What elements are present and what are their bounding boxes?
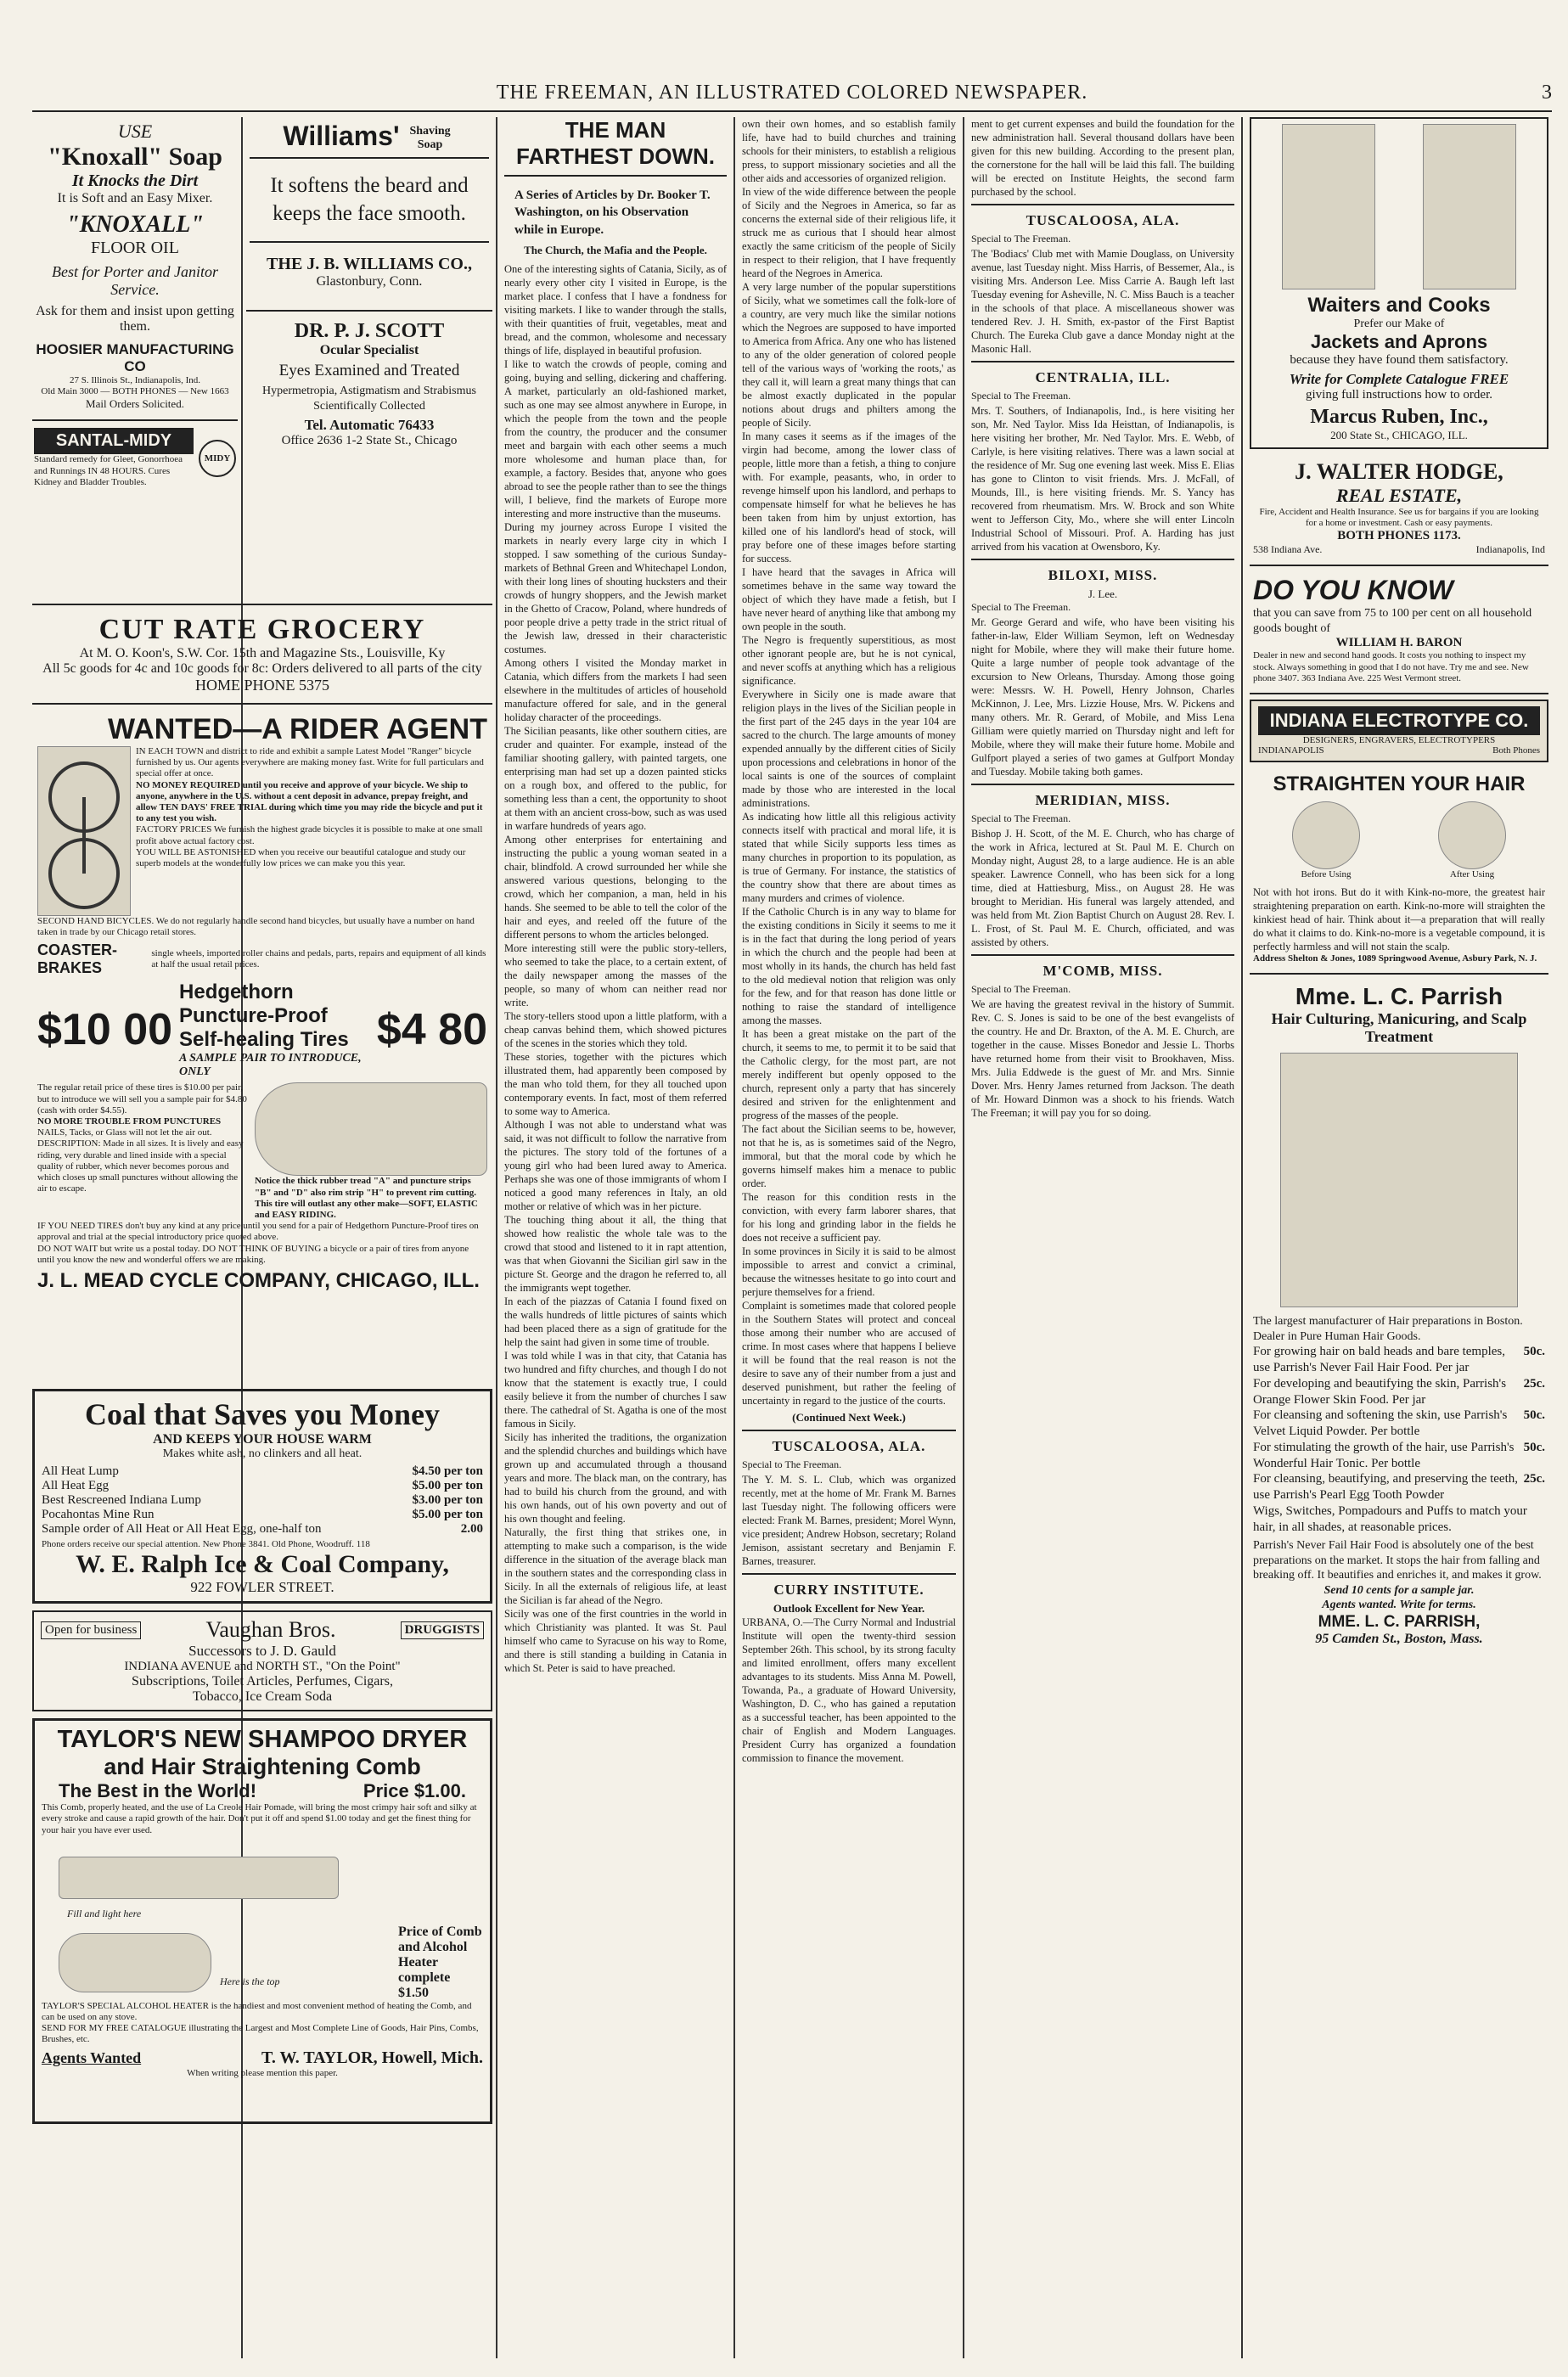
scott-eyes: Eyes Examined and Treated [278, 362, 460, 379]
dispatch-heading: TUSCALOOSA, ALA. [772, 1438, 926, 1454]
straighten-ad [1250, 769, 1548, 968]
taylor-heater: TAYLOR'S SPECIAL ALCOHOL HEATER is the handiest and most convenient method of heating the Comb, and can be used on any stove. [42, 2000, 472, 2022]
taylor-agents: Agents Wanted [42, 2048, 142, 2066]
coal-row-price: $5.00 per ton [412, 1479, 483, 1492]
parrish-product-name: For growing hair on bald heads and bare temples, use Parrish's Never Fail Hair Food. Per jar [1253, 1345, 1506, 1375]
divider [971, 559, 1234, 560]
article-section: The Church, the Mafia and the People. [524, 243, 707, 256]
article-headline: THE MAN FARTHEST DOWN. [516, 117, 715, 169]
article-paragraph: Although I was not able to understand what was said, it was not difficult to follow the narrative from the pictures. The story told of the fortunes of a young girl who had been lured away to America. Perhaps she was one of those immigrants of whom I noticed a good many references in Italy, an old mother or relative of which was in her picture. [504, 1118, 727, 1212]
article-column-4 [739, 117, 959, 2358]
dispatch-byline: J. Lee. [1087, 587, 1118, 600]
coal-row [42, 1479, 483, 1493]
article-paragraph: These stories, together with the pictures which illustrated them, had apparently been composed by the man who told them, for they all touched upon contemporary events. In fact, most of them referred to some way to America. [504, 1050, 727, 1117]
rider-do-not-wait: DO NOT WAIT but write us a postal today. DO NOT THINK OF BUYING a bicycle or a pair of tires from anyone until you know the new and wonderful offers we are making. [37, 1243, 469, 1265]
waiters-write: Write for Complete Catalogue FREE [1289, 371, 1509, 387]
dispatch-heading: TUSCALOOSA, ALA. [1026, 212, 1180, 228]
article-paragraph: Sicily was one of the first countries in the world in which Christianity was planted. It was St. Paul himself who came to Syracuse on his way to Rome, and there is still standing a building in Catania in which St. Peter is said to have preached. [504, 1607, 727, 1674]
coal-address: 922 FOWLER STREET. [190, 1579, 334, 1596]
hodge-ad [1250, 456, 1548, 559]
scott-name: DR. P. J. SCOTT [294, 320, 445, 342]
vaughan-name: Vaughan Bros. [205, 1617, 336, 1643]
dispatch-text: The Y. M. S. L. Club, which was organized recently, met at the home of Mr. Frank M. Barnes last Tuesday night. The following officers were elected: Frank M. Barnes, president; Morel Wynn, vice president; Andrew Hobson, secretary; Roland Jemison, assistant secretary and Benjamin F. Barnes, treasurer. [742, 1474, 957, 1567]
scott-office: Office 2636 1-2 State St., Chicago [281, 434, 458, 447]
parrish-ad [1250, 980, 1548, 1650]
knoxall-floor-oil: FLOOR OIL [91, 239, 179, 257]
knoxall-floor: "KNOXALL" [66, 211, 204, 238]
hodge-city: Indianapolis, Ind [1475, 543, 1545, 556]
cook-figure [1282, 124, 1375, 289]
williams-softens: It softens the beard and keeps the face smooth. [270, 174, 469, 225]
dispatch-heading: CURRY INSTITUTE. [773, 1582, 925, 1598]
article-paragraph: The Negro is frequently superstitious, as most other ignorant people are, but he is not cynical, and never scoffs at anything which has a religious significance. [742, 634, 956, 687]
divider [1250, 693, 1548, 694]
rider-price-sample: $4 80 [376, 1005, 487, 1055]
dispatch-text: We are having the greatest revival in the history of Summit. Rev. C. S. Jones is said to be one of the best evangelists of the country. He and Dr. Braxton, of the A. M. E. Church, are together in the cause. Misses Bonedor and Jessie L. Thorbs have returned home from their visit to Brookhaven, Miss. Mrs. Julia Eddwede is the guest of Mr. and Mrs. Sinnie Dover. Mrs. Henry James returned from Jackson. The death of Mr. Howard Dinmon was a shock to his friends. Watch The Freeman; it will pay you for so doing. [971, 998, 1234, 1119]
baron-ad [1250, 571, 1548, 688]
tire-image [255, 1082, 487, 1176]
article-paragraph: In each of the piazzas of Catania I found fixed on the walls hundreds of little pictures of saints which had been placed there as a sign of gratitude for the help the saint had given in some time of trouble. [504, 1295, 727, 1348]
divider [246, 310, 492, 312]
hodge-title: REAL ESTATE, [1335, 485, 1463, 506]
article-paragraph: The reason for this condition rests in the conviction, with every farm laborer shares, that for his long and grinding labor in the fields he does not receive a sufficient pay. [742, 1191, 956, 1244]
rider-description: DESCRIPTION: Made in all sizes. It is lively and easy riding, very durable and lined inside with a special quality of rubber, which never becomes porous and which closes up small punctures without allowing the air to escape. [37, 1138, 244, 1194]
coal-makes: Makes white ash, no clinkers and all heat. [162, 1447, 362, 1460]
parrish-product-price: 50c. [1523, 1408, 1545, 1423]
scott-tel: Tel. Automatic 76433 [304, 417, 435, 433]
waiters-company: Marcus Ruben, Inc., [1310, 406, 1488, 428]
rider-factory: FACTORY PRICES We furnish the highest grade bicycles it is possible to make at one small profit above actual factory cost. [136, 824, 483, 846]
dispatch-heading: BILOXI, MISS. [1048, 567, 1158, 583]
taylor-mention: When writing please mention this paper. [187, 2067, 338, 2078]
parrish-product-price: 25c. [1523, 1376, 1545, 1391]
coal-subtitle: AND KEEPS YOUR HOUSE WARM [153, 1432, 372, 1447]
divider [250, 241, 489, 243]
williams-company: THE J. B. WILLIAMS CO., [267, 255, 472, 273]
hodge-name: J. WALTER HODGE, [1295, 459, 1503, 484]
rider-coaster-text: single wheels, imported roller chains and pedals, parts, repairs and equipment of all kinds at half the usual retail prices. [151, 948, 486, 970]
before-after [1253, 801, 1545, 880]
rider-hedgethorn: Hedgethorn Puncture-Proof [179, 981, 328, 1028]
parrish-product-price: 25c. [1523, 1472, 1545, 1486]
coal-row-label: All Heat Egg [42, 1479, 110, 1492]
coal-row [42, 1508, 483, 1522]
column-rule [496, 117, 497, 2358]
coal-row-label: Sample order of All Heat or All Heat Egg, one-half ton [42, 1522, 322, 1536]
divider [742, 1573, 956, 1575]
hodge-address: 538 Indiana Ave. [1253, 543, 1323, 556]
waiters-giving: giving full instructions how to order. [1306, 388, 1492, 402]
knoxall-soft: It is Soft and an Easy Mixer. [57, 191, 213, 205]
dispatch-text: Mr. George Gerard and wife, who have been visiting his father-in-law, Elder William Seymon, left on Wednesday night for Mobile, where they will make their future home. Quite a large number of people took advantage of the excursion to New Orleans, Thursday. Among those going were: Messrs. W. H. Powell, Henry Johnson, Charles McKinnon, J. Lee, Mrs. Lizzie House, Mrs. W. Pickens and many others. Mr. R. Gerard, of Mobile, and Miss Lena Gilliam were quietly married on Thursday night and left for Mobile, where they will make their future home. Mobile and Gulfport played a series of two games at Gulfport Monday and Tuesday. Mobile taking both games. [971, 616, 1234, 778]
waiters-title: Waiters and Cooks [1307, 294, 1491, 317]
rider-price-main: $10 00 [37, 1005, 173, 1055]
divider [1250, 973, 1548, 975]
vaughan-open: Open for business [41, 1621, 141, 1639]
column-rule [963, 117, 964, 2358]
dispatch-special: Special to The Freeman. [971, 812, 1071, 824]
article-subhead: A Series of Articles by Dr. Booker T. Washington, on his Observation while in Europe. [514, 188, 711, 237]
rider-title: WANTED—A RIDER AGENT [107, 713, 487, 745]
divider [971, 361, 1234, 362]
parrish-product [1253, 1376, 1545, 1408]
rider-text1: IN EACH TOWN and district to ride and exhibit a sample Latest Model "Ranger" bicycle furnished by us. Our agents everywhere are making money fast. Write for full particulars and special offer at once. [136, 746, 484, 779]
knoxall-mail: Mail Orders Solicited. [86, 397, 184, 411]
rider-company: J. L. MEAD CYCLE COMPANY, CHICAGO, ILL. [37, 1268, 480, 1292]
waiters-illustration [1258, 124, 1540, 294]
waiters-ad [1250, 117, 1548, 449]
article-column-5 [968, 117, 1238, 2358]
williams-location: Glastonbury, Conn. [316, 274, 423, 289]
comb-illustration [42, 1840, 393, 2001]
dispatch-text: URBANA, O.—The Curry Normal and Industrial Institute will open the twenty-third session September 26th. This school, by its strong faculty and limited enrollment, offers many excellent advantages to its students. Miss Anna M. Powell, Towanda, Pa., a graduate of Howard University, Washington, D. C., who has gained a reputation as a successful teacher, has been appointed to the chair of English and Modern Languages. President Curry has organized a foundation commission to finance the movement. [742, 1616, 956, 1764]
parrish-product-price: 50c. [1523, 1440, 1545, 1454]
knoxall-address: 27 S. Illinois St., Indianapolis, Ind. [70, 375, 200, 385]
vaughan-successors: Successors to J. D. Gauld [188, 1643, 336, 1660]
electrotype-ad [1250, 700, 1548, 762]
waiters-jackets: Jackets and Aprons [1310, 331, 1488, 352]
rider-second-hand: SECOND HAND BICYCLES. We do not regularly handle second hand bicycles, but usually have a number on hand taken in trade by our Chicago retail stores. [37, 916, 475, 938]
parrish-product-name: For cleansing and softening the skin, use Parrish's Velvet Liquid Powder. Per bottle [1253, 1408, 1508, 1439]
before-label: Before Using [1301, 868, 1352, 879]
parrish-address-name: MME. L. C. PARRISH, [1318, 1612, 1481, 1631]
parrish-product [1253, 1503, 1545, 1536]
coal-row [42, 1522, 483, 1537]
heater-image [59, 1933, 211, 1992]
taylor-ad [32, 1718, 492, 2124]
vaughan-ad [32, 1610, 492, 1711]
knoxall-best: Best for Porter and Janitor Service. [52, 263, 218, 298]
electrotype-city: INDIANAPOLIS [1258, 745, 1324, 756]
rider-astonished: YOU WILL BE ASTONISHED when you receive our beautiful catalogue and study our superb models at the wonderfully low prices we can make you this year. [136, 846, 466, 868]
ads-column-6 [1246, 117, 1552, 2358]
parrish-product [1253, 1344, 1545, 1376]
waiter-figure [1423, 124, 1516, 289]
parrish-portrait [1280, 1053, 1518, 1307]
newspaper-page [32, 51, 1552, 2364]
before-portrait [1292, 801, 1360, 869]
rider-nails: NAILS, Tacks, or Glass will not let the air out. [37, 1127, 212, 1138]
santal-badge: MIDY [199, 440, 236, 477]
divider [32, 419, 238, 421]
divider [250, 157, 489, 159]
comb-image [59, 1857, 339, 1899]
masthead-rule [32, 110, 1552, 112]
parrish-sample: Send 10 cents for a sample jar. [1324, 1583, 1475, 1597]
rider-regular: The regular retail price of these tires is $10.00 per pair, but to introduce we will sell you a sample pair for $4.80 (cash with order $4.55). [37, 1082, 247, 1115]
article-paragraph: Naturally, the first thing that strikes one, in attempting to make such a comparison, is the wide difference in the situation of the average black man in the southern states and the corresponding class in Sicily. In all the externals of religious life, at least the Sicilian is far ahead of the Negro. [504, 1526, 727, 1606]
article-paragraph: The Sicilian peasants, like other southern cities, are cruder and quainter. For example, instead of the familiar shooting gallery, with painted targets, one enterprising man had set up a dozen painted sticks on a rough box, and offered to the public, for something less than a cent, the opportunity to shoot at them with an ancient cross-bow, such as was used in warfare hundreds of years ago. [504, 724, 727, 832]
divider [32, 604, 492, 605]
dispatch-special: Special to The Freeman. [971, 233, 1071, 244]
article-paragraph: A very large number of the popular superstitions of Sicily, what we sometimes call the folk-lore of a country, are very much like the similar notions which the Negroes are supposed to have imported to America from Africa. Any one who has listened to any of the older generation of colored people tell of the various ways of 'working the roots,' as they call it, will learn a great many things that can be almost exactly duplicated in the popular notions about drugs and philters among the people of Sicily. [742, 281, 956, 429]
parrish-product [1253, 1408, 1545, 1440]
waiters-prefer: Prefer our Make of [1353, 317, 1445, 330]
vaughan-corner: INDIANA AVENUE and NORTH ST., "On the Point" [124, 1660, 401, 1674]
article-paragraph: The story-tellers stood upon a little platform, with a cheap canvas behind them, which showed pictures of the scenes in the stories which they told. [504, 1009, 727, 1049]
parrish-largest: The largest manufacturer of Hair preparations in Boston. Dealer in Pure Human Hair Goods. [1253, 1315, 1523, 1343]
hodge-insurance: Fire, Accident and Health Insurance. See us for bargains if you are looking for a home or investment. Cash or easy payments. [1259, 507, 1539, 529]
knoxall-use: USE [117, 121, 153, 142]
straighten-address: Address Shelton & Jones, 1089 Springwood Avenue, Asbury Park, N. J. [1253, 953, 1537, 964]
article-paragraph: One of the interesting sights of Catania, Sicily, as of nearly every other city I visited in Europe, is the market place. I confess that I have a fondness for visiting markets. I like to wander through the stalls, with their quantities of fruit, vegetables, meat and bread, and the common, wholesome and necessary things of life, displayed in beautiful profusion. [504, 262, 727, 357]
santal-name: SANTAL-MIDY [34, 428, 194, 454]
parrish-product [1253, 1471, 1545, 1503]
coal-row-price: $4.50 per ton [412, 1464, 483, 1478]
article-paragraph: The fact about the Sicilian seems to be, however, not that he is, as is sometimes said of the Negro, immoral, but that the moral code by which he governs himself makes him a menace to public order. [742, 1123, 956, 1189]
knoxall-ad [32, 117, 238, 414]
knoxall-company: HOOSIER MANUFACTURING CO [36, 341, 234, 374]
taylor-price: Price $1.00. [362, 1780, 466, 1802]
dispatch-special: Special to The Freeman. [971, 390, 1071, 402]
article-paragraph: During my journey across Europe I visited the markets in nearly every large city in which I stopped. I saw something of the curious Sunday-markets of Bethnal Green and Whitechapel London, with their long lines of shouting hucksters and their crowds of hungry shoppers, and the Jewish market in the Ghetto of Cracow, Poland, where hundreds of poor people drive a petty trade in the strict ritual of the Jewish law, dressed in their characteristic costumes. [504, 520, 727, 655]
coal-row [42, 1464, 483, 1479]
vaughan-items1: Subscriptions, Toilet Articles, Perfumes, Cigars, [132, 1674, 393, 1689]
taylor-fill: Fill and light here [67, 1907, 142, 1919]
parrish-name: Mme. L. C. Parrish [1295, 983, 1503, 1010]
article-paragraph: Among other enterprises for entertaining and instructing the public a young woman seated in a chair, blindfold. A crowd surrounded her while she answered various questions, belonging to the crowd, which her companion, a man, held in his hands. She seemed to be able to tell the color of the hair and eyes, and reeled off the future of the different persons to whom the articles belonged. [504, 833, 727, 941]
coal-row-label: All Heat Lump [42, 1464, 119, 1478]
article-paragraph: I was told while I was in that city, that Catania has two hundred and fifty churches, and though I do not know that the statement is exactly true, I could easily believe it from the number of churches I saw there. The cathedral of St. Agatha is one of the most famous in Sicily. [504, 1349, 727, 1430]
dispatch-text: Mrs. T. Southers, of Indianapolis, Ind., is here visiting her son, Mr. Ned Taylor. Miss Ida Heisttan, of Indianapolis, is here visiting her brother, Mr. Ned Taylor. Mrs. E. Webb, of Carlyle, is here visiting relatives. There was a lawn social at the residence of Mr. Sug one evening last week. Miss E. Elias has gone to Clinton to visit friends. Mrs. J. McFall, of Mounds, Ill., is here visiting friends. Mr. S. Yancy has recovered from rheumatism. Mrs. W. Brock and son White went to Jefferson City, Mo., where she will enter Lincoln Industrial School of Missouri. Prof. A. Harding has just arrived from his vacation at Owensboro, Ky. [971, 405, 1234, 553]
coal-row-price: 2.00 [460, 1522, 483, 1536]
coal-phones: Phone orders receive our special attention. New Phone 3841. Old Phone, Woodruff. 118 [42, 1539, 370, 1549]
santal-text: Standard remedy for Gleet, Gonorrhoea and Runnings IN 48 HOURS. Cures Kidney and Bladder Troubles. [34, 454, 183, 487]
vaughan-items2: Tobacco, Ice Cream Soda [192, 1689, 333, 1705]
wide-ads [32, 598, 492, 2358]
taylor-best: The Best in the World! [59, 1780, 257, 1802]
article-paragraph: If the Catholic Church is in any way to blame for the existing conditions in Sicily it seems to me it is in the fact that during the long period of years in which the church and the people had been at most wholly in its hands, the church has held fast to the old medieval notion that religion was only for the few, and for that reason has done little or nothing to raise the standard of intelligence among the masses. [742, 906, 956, 1026]
waiters-address: 200 State St., CHICAGO, ILL. [1330, 429, 1468, 441]
ads-column-2 [246, 117, 492, 593]
vaughan-druggists: DRUGGISTS [401, 1621, 484, 1639]
taylor-text: This Comb, properly heated, and the use of La Creole Hair Pomade, will bring the most crimpy hair soft and silky at every stroke and cause a rapid growth of the hair. Don't put it off and spend $1.00 today and get the finest thing for your hair you have ever used. [42, 1802, 477, 1835]
divider [971, 784, 1234, 785]
column-rule [1241, 117, 1243, 2358]
rider-selftires: Self-healing Tires [179, 1028, 349, 1052]
after-label: After Using [1449, 868, 1495, 879]
dispatch-text: The 'Bodiacs' Club met with Mamie Douglass, on University avenue, last Tuesday night. Miss Harris, of Bessemer, Ala., is visiting Mrs. Anderson Lee. Miss Carrie A. Baugh left last Tuesday evening for Asheville, N. C. Miss Bauch is a teacher in the schools of that place. A miscellaneous shower was tendered Rev. J. H. Smith, ex-pastor of the First Baptist Church. The Eureka Club gave a dance Monday night at the Masonic Hall. [971, 248, 1234, 355]
coal-company: W. E. Ralph Ice & Coal Company, [76, 1550, 449, 1579]
divider [971, 954, 1234, 956]
knoxall-slogan: It Knocks the Dirt [71, 171, 199, 190]
waiters-because: because they have found them satisfactory. [1290, 353, 1509, 367]
article-paragraph: The touching thing about it all, the thing that showed how realistic the whole tale was to the crowd that stood and listened to it in rapt attention, was that when Giovanni the Sicilian girl saw in the picture St. George and the dragon he referred to, all the immigrants wept together. [504, 1213, 727, 1294]
article-paragraph: Sicily has inherited the traditions, the organization and the splendid churches and buildings which have grown up and accumulated through a thousand years and more. The black man, on the contrary, has had to build his church from the ground, and with his own hands, out of his own poverty and out of his own thought and feeling. [504, 1430, 727, 1525]
scott-ad [246, 317, 492, 452]
knoxall-ask: Ask for them and insist upon getting them. [36, 304, 234, 334]
knoxall-soap: "Knoxall" Soap [48, 143, 222, 171]
taylor-send: SEND FOR MY FREE CATALOGUE illustrating the Largest and Most Complete Line of Goods, Hair Pins, Combs, Brushes, etc. [42, 2023, 479, 2045]
coal-row-label: Pocahontas Mine Run [42, 1508, 155, 1521]
coal-row-price: $3.00 per ton [412, 1493, 483, 1507]
coal-row [42, 1493, 483, 1508]
divider [32, 703, 492, 705]
grocery-ad [32, 610, 492, 698]
divider [504, 175, 727, 177]
grocery-title: CUT RATE GROCERY [98, 614, 426, 645]
rider-no-trouble: NO MORE TROUBLE FROM PUNCTURES [37, 1115, 222, 1127]
article-paragraph: I have heard that the savages in Africa will sometimes behave in the same way toward the object of which they have made a fetish, but I have never heard of anything like that ambong my own people in the south. [742, 566, 957, 632]
rider-text2: NO MONEY REQUIRED until you receive and approve of your bicycle. We ship to anyone, anywhere in the U.S. without a cent deposit in advance, prepay freight, and allow TEN DAYS' FREE TRIAL during which time you may ride the bicycle and put it to any test you wish. [136, 779, 483, 824]
column-rule [733, 117, 735, 2358]
article-paragraph: own their own homes, and so establish family life, have had to build churches and training schools for their ministers, to establish a religious press, to support missionary societies and all the other aids and accessories of organized religion. [742, 118, 956, 184]
rider-notice: Notice the thick rubber tread "A" and puncture strips "B" and "D" also rim strip "H" to prevent rim cutting. This tire will outlast any other make—SOFT, ELASTIC and EASY RIDING. [255, 1176, 478, 1220]
hodge-phones: BOTH PHONES 1173. [1337, 529, 1461, 543]
parrish-note: Parrish's Never Fail Hair Food is absolutely one of the best preparations on the market. It stops the hair from falling and breaking off. It beautifies and enriches it, and makes it grow. [1253, 1539, 1542, 1582]
rider-agent-ad [32, 710, 492, 1389]
electrotype-phones: Both Phones [1492, 745, 1540, 756]
baron-dealer: Dealer in new and second hand goods. It costs you nothing to inspect my stock. Always something in good that I do not have. Try me and see. New phone 3407. 363 Indiana Ave. 225 West Vermont street. [1253, 650, 1529, 683]
ads-column-1 [32, 117, 238, 593]
article-paragraph: In some provinces in Sicily it is said to be almost impossible to arrest and convict a criminal, because the witnesses hesitate to go into court and perjure themselves for a friend. [742, 1245, 956, 1298]
article-paragraph: More interesting still were the public story-tellers, who seemed to take the place, to a certain extent, of the daily newspaper among the masses of the people, so many of whom can neither read nor write. [504, 941, 727, 1009]
scott-specialist: Ocular Specialist [319, 343, 419, 357]
dispatch-heading: CENTRALIA, ILL. [1035, 369, 1171, 385]
masthead-title: THE FREEMAN, AN ILLUSTRATED COLORED NEWSPAPER. [496, 81, 1088, 104]
divider [742, 1430, 956, 1431]
electrotype-name: INDIANA ELECTROTYPE CO. [1258, 706, 1540, 735]
dispatch-special: Special to The Freeman. [971, 983, 1071, 995]
parrish-address: 95 Camden St., Boston, Mass. [1315, 1631, 1483, 1646]
after-portrait [1438, 801, 1506, 869]
grocery-line1: At M. O. Koon's, S.W. Cor. 15th and Magazine Sts., Louisville, Ky [79, 646, 446, 660]
williams-shaving: Shaving Soap [409, 125, 451, 151]
dispatch-text: Bishop J. H. Scott, of the M. E. Church, who has charge of the work in Africa, lectured at St. Paul M. E. Church on Monday night, August 28, to a large audience. He is an able speaker. Lawrence Connell, who has been sick for a long time, died at Hattiesburg, Miss., on August 28. He was brought to Meridian. His funeral was largely attended, and was held from Mt. Zion Baptist Church on August 28. Rev. I. L. Frost, of St. Paul M. E. Church, officiated, and was assisted by others. [971, 828, 1234, 948]
baron-text: that you can save from 75 to 100 per cent on all household goods bought of [1253, 607, 1532, 635]
taylor-company: T. W. TAYLOR, Howell, Mich. [261, 2048, 483, 2067]
article-column-3 [501, 117, 730, 2358]
grocery-phone: HOME PHONE 5375 [194, 677, 329, 694]
rider-need-tires: IF YOU NEED TIRES don't buy any kind at any price until you send for a pair of Hedgethorn Puncture-Proof tires on approval and trial at the special introductory price quoted above. [37, 1221, 479, 1243]
williams-brand: Williams' [283, 121, 400, 151]
baron-name: WILLIAM H. BARON [1335, 636, 1463, 650]
dispatch-subhead: Outlook Excellent for New Year. [773, 1602, 925, 1615]
article-paragraph: I like to watch the crowds of people, coming and going, buying and selling, dickering and chaffering. A market, particularly an old-fashioned market, such as one may see almost anywhere in Europe, in which the people from the town and the people from the country, the producer and the consumer meet and bargain with each other seems a much more wholesome and human place than, for example, a factory. Besides that, anyone who goes abroad to see the people rather than to see the things will, I believe, find the markets of Europe more interesting and more instructive than the museums. [504, 357, 727, 520]
bicycle-image [37, 746, 131, 916]
article-paragraph: As indicating how little all this religious activity connects itself with practical and moral life, it is stated that while Sicily supports less times as many churches in proportion to its population, as is true of Germany. For instance, the statistics of the country show that there are about times as many murders and crimes of violence. [742, 811, 956, 904]
dispatch-heading: MERIDIAN, MISS. [1035, 792, 1171, 808]
coal-row-label: Best Rescreened Indiana Lump [42, 1493, 201, 1507]
taylor-title1: TAYLOR'S NEW SHAMPOO DRYER [57, 1726, 468, 1754]
straighten-text: Not with hot irons. But do it with Kink-no-more, the greatest hair straightening preparation on earth. Kink-no-more will straighten the kinkiest head of hair. Think about it—a preparation that will really do what it claims to do. Kink-no-more is a vegetable compound, it is perfectly harmless and will not stain the scalp. [1253, 886, 1545, 953]
parrish-product-name: For stimulating the growth of the hair, use Parrish's Wonderful Hair Tonic. Per bottle [1253, 1440, 1515, 1470]
baron-title: DO YOU KNOW [1253, 575, 1453, 606]
coal-title: Coal that Saves you Money [84, 1397, 440, 1431]
williams-ad [246, 117, 492, 305]
parrish-product-name: For cleansing, beautifying, and preserving the teeth, use Parrish's Pearl Egg Tooth Powder [1253, 1472, 1518, 1503]
parrish-product-price: 50c. [1523, 1345, 1545, 1359]
article-paragraph: In view of the wide difference between the people of Sicily and the Negroes in America, so far as concerns the external side of their religious life, it struck me as curious that I should hear almost exactly the same criticism of the people of Sicily in respect to their religion, that I have frequently heard of the Negroes in America. [742, 186, 956, 279]
parrish-services: Hair Culturing, Manicuring, and Scalp Treatment [1271, 1010, 1527, 1046]
straighten-title: STRAIGHTEN YOUR HAIR [1273, 772, 1526, 795]
rider-coaster: COASTER-BRAKES [37, 941, 117, 977]
dispatch-special: Special to The Freeman. [742, 1458, 842, 1470]
rider-sample: A SAMPLE PAIR TO INTRODUCE, ONLY [179, 1052, 362, 1079]
article-paragraph: Among others I visited the Monday market in Catania, which differs from the markets I had seen elsewhere in the multitudes of articles of household manufacture offered for sale, and in the general holiday character of the proceedings. [504, 656, 727, 723]
article-paragraph: Complaint is sometimes made that colored people in the Southern States will protect and conceal those among their number who are accused of crime. In most cases where that happens I believe it will be found that the real reason is not the desire to save any of their number from a just and deserved punishment, but rather the feeling of uncertainty in regard to the justice of the courts. [742, 1300, 956, 1407]
santal-ad [32, 426, 238, 490]
article-paragraph: Everywhere in Sicily one is made aware that religion plays in the lives of the Sicilian people in the first part of the 245 days in the year 104 are sacred to the church. The large amounts of money expended annually by the different cities of Sicily upon processions and celebrations in honor of the local saints is one of the sources of complaint made by those who are interested in the local administrations. [742, 688, 956, 809]
knoxall-phones: Old Main 3000 — BOTH PHONES — New 1663 [41, 386, 229, 397]
dispatch-heading: M'COMB, MISS. [1043, 963, 1163, 979]
page-number: 3 [1542, 81, 1552, 104]
continued-note: (Continued Next Week.) [792, 1411, 906, 1424]
dispatch-special: Special to The Freeman. [971, 601, 1071, 613]
taylor-price-comb: Price of Comb and Alcohol Heater complete $1.50 [398, 1924, 482, 2000]
electrotype-sub: DESIGNERS, ENGRAVERS, ELECTROTYPERS [1302, 734, 1496, 745]
coal-ad [32, 1389, 492, 1604]
divider [971, 204, 1234, 205]
divider [1250, 565, 1548, 566]
scott-conditions: Hypermetropia, Astigmatism and Strabismus Scientifically Collected [262, 385, 476, 413]
taylor-title2: and Hair Straightening Comb [104, 1754, 421, 1780]
parrish-product-name: For developing and beautifying the skin, Parrish's Orange Flower Skin Food. Per jar [1253, 1376, 1507, 1407]
grocery-line2: All 5c goods for 4c and 10c goods for 8c: Orders delivered to all parts of the city [42, 661, 482, 676]
parrish-agents: Agents wanted. Write for terms. [1322, 1599, 1476, 1612]
parrish-product [1253, 1440, 1545, 1472]
article-paragraph: In many cases it seems as if the images of the virgin had become, among the lower class of people, little more than a fetish, a thing to conjure with. For example, peasants, who, in order to revenge himself upon his landlord, and perhaps to compensate himself for what he believes he has been taken from him by unjust extortion, has killed one of his landlord's head of stock, will pray before one of these images before starting for success. [742, 430, 956, 565]
parrish-product-name: Wigs, Switches, Pompadours and Puffs to match your hair, in all shades, at reasonable prices. [1253, 1503, 1527, 1534]
taylor-here: Here is the top [220, 1975, 280, 1987]
coal-row-price: $5.00 per ton [412, 1508, 483, 1521]
article-paragraph: ment to get current expenses and build the foundation for the new administration hall. Several thousand dollars have been given for this new building. According to the present plan, the cornerstone for the hall will be laid this fall. The building will be erected on Institute Heights, the second farm purchased by the school. [971, 118, 1234, 198]
article-paragraph: It has been a great mistake on the part of the church, it seems to me, to permit it to be said that the Catholic clergy, for the most part, are not merely indifferent but openly opposed to the church, represent only a party that has sincerely desired and striven for the enlightenment and progress of the masses of the people. [742, 1028, 956, 1121]
